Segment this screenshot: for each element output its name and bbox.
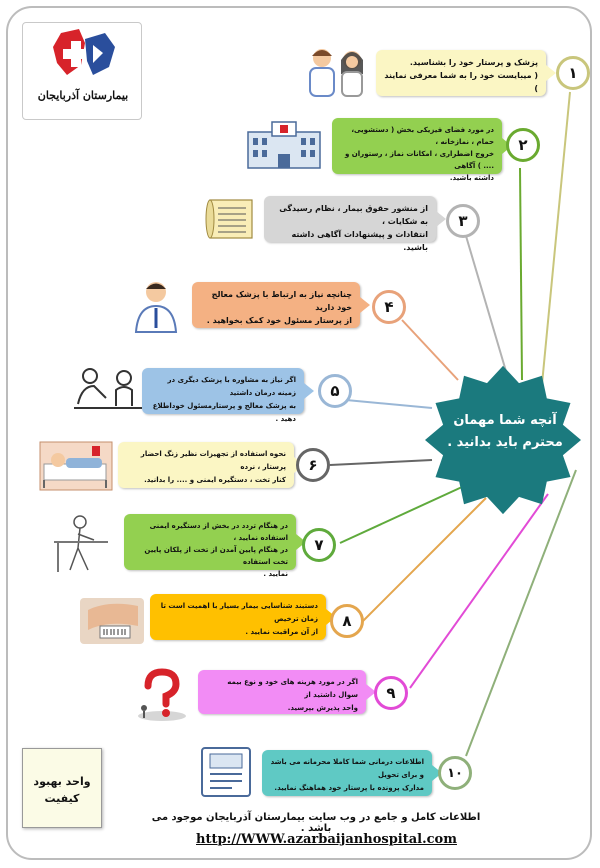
- item-7-line-1: در هنگام تردد در بخش از دستگیره ایمنی استفاده نمایید ،: [149, 522, 288, 542]
- item-10-line-2: مدارک پرونده با پرستار خود هماهنگ نمایید.: [274, 784, 424, 792]
- info-bubble-6: [118, 442, 294, 488]
- item-number-5: ۵: [318, 374, 352, 408]
- quality-unit-note: [22, 748, 102, 828]
- item-number-9: ۹: [374, 676, 408, 710]
- hospital-building-icon: [244, 118, 324, 170]
- item-9-line-1: اگر در مورد هزینه های خود و نوع بیمه سوال داشتید از: [227, 678, 358, 699]
- item-2-line-3: داشته باشید.: [449, 174, 494, 182]
- website-link[interactable]: http://WWW.azarbaijanhospital.com: [196, 832, 457, 847]
- item-number-3: ۳: [446, 204, 480, 238]
- item-number-1: ۱: [556, 56, 590, 90]
- item-number-10: ۱۰: [438, 756, 472, 790]
- quality-unit-label: [23, 773, 101, 807]
- consultation-icon: [72, 364, 144, 412]
- item-3-line-1: از منشور حقوق بیمار ، نظام رسیدگی به شکایات ،: [279, 204, 428, 226]
- hospital-logo: [22, 22, 142, 120]
- doctor-nurse-icon: [300, 44, 372, 100]
- item-8-line-2: از آن مراقبت نمایید .: [245, 628, 318, 636]
- info-bubble-2: [332, 118, 502, 182]
- item-6-line-2: کنار تخت ، دستگیره ایمنی و .... را بدانید.: [144, 476, 286, 484]
- info-bubble-1: [376, 50, 546, 96]
- info-bubble-7: [124, 514, 296, 578]
- connector-3: [466, 236, 508, 378]
- item-1-line-2: ( میبایست خود را به شما معرفی نمایند ): [384, 71, 538, 93]
- connector-9: [410, 494, 548, 688]
- item-number-4: ۴: [372, 290, 406, 324]
- item-2-line-2: خروج اضطراری ، امکانات نماز ، رستوران و .... ) آگاهی: [345, 150, 494, 170]
- medical-record-icon: [196, 744, 256, 800]
- hub-title-line1: آنچه شما مهمان: [453, 413, 557, 428]
- logo-text: بیمارستان آذربایجان: [37, 89, 129, 102]
- item-5-line-1: اگر نیاز به مشاوره با پزشک دیگری در زمینه درمان داشتید: [167, 376, 296, 397]
- item-7-line-3: نمایید .: [263, 570, 288, 578]
- item-5-line-2: به پزشک معالج و پرستارمسئول خوداطلاع دهید .: [152, 402, 296, 423]
- patient-bed-icon: [38, 438, 114, 494]
- item-9-line-2: واحد پذیرش بپرسید.: [287, 704, 358, 712]
- item-1-line-1: پزشک و پرستار خود را بشناسید.: [409, 58, 538, 67]
- logo-mark-icon: [23, 23, 141, 89]
- connector-1: [540, 92, 570, 405]
- scroll-icon: [202, 194, 258, 244]
- info-bubble-10: [262, 750, 432, 796]
- item-3-line-2: انتقادات و پیشنهادات آگاهی داشته باشید.: [291, 230, 428, 252]
- hub-title: [440, 410, 570, 454]
- footer-note: اطلاعات کامل و جامع در وب سایت بیمارستان آذربایجان موجود می باشد .: [151, 812, 481, 834]
- doctor-icon: [126, 278, 186, 334]
- info-bubble-9: [198, 670, 366, 714]
- wristband-icon: [78, 592, 146, 648]
- item-number-8: ۸: [330, 604, 364, 638]
- handrail-icon: [50, 512, 112, 574]
- info-bubble-5: [142, 368, 304, 423]
- item-4-line-2: از پرستار مسئول خود کمک بخواهید .: [206, 316, 352, 325]
- item-7-line-2: در هنگام پایین آمدن از تخت از پلکان پایین تخت استفاده: [144, 546, 288, 566]
- item-4-line-1: چنانچه نیاز به ارتباط با پزشک معالج خود دارید: [211, 290, 352, 312]
- item-6-line-1: نحوه استفاده از تجهیزات نظیر زنگ احضار پرستار ، نرده: [140, 450, 286, 471]
- hub-title-line2: محترم باید بدانید .: [447, 435, 563, 450]
- item-10-line-1: اطلاعات درمانی شما کاملا محرمانه می باشد و برای تحویل: [270, 758, 424, 779]
- item-number-7: ۷: [302, 528, 336, 562]
- item-2-line-1: در مورد فضای فیزیکی بخش ( دستشویی، حمام ، نمازخانه ،: [351, 126, 494, 146]
- quality-unit-line2: کیفیت: [44, 792, 80, 805]
- quality-unit-line1: واحد بهبود: [33, 775, 91, 788]
- info-bubble-4: [192, 282, 360, 328]
- info-bubble-3: [264, 196, 436, 252]
- connector-6: [330, 460, 432, 465]
- connector-2: [520, 168, 522, 380]
- question-mark-icon: [130, 668, 190, 724]
- info-bubble-8: [150, 594, 326, 640]
- item-8-line-1: دستبند شناسایی بیمار بسیار با اهمیت است تا زمان ترخیص: [160, 602, 318, 623]
- item-number-6: ۶: [296, 448, 330, 482]
- item-number-2: ۲: [506, 128, 540, 162]
